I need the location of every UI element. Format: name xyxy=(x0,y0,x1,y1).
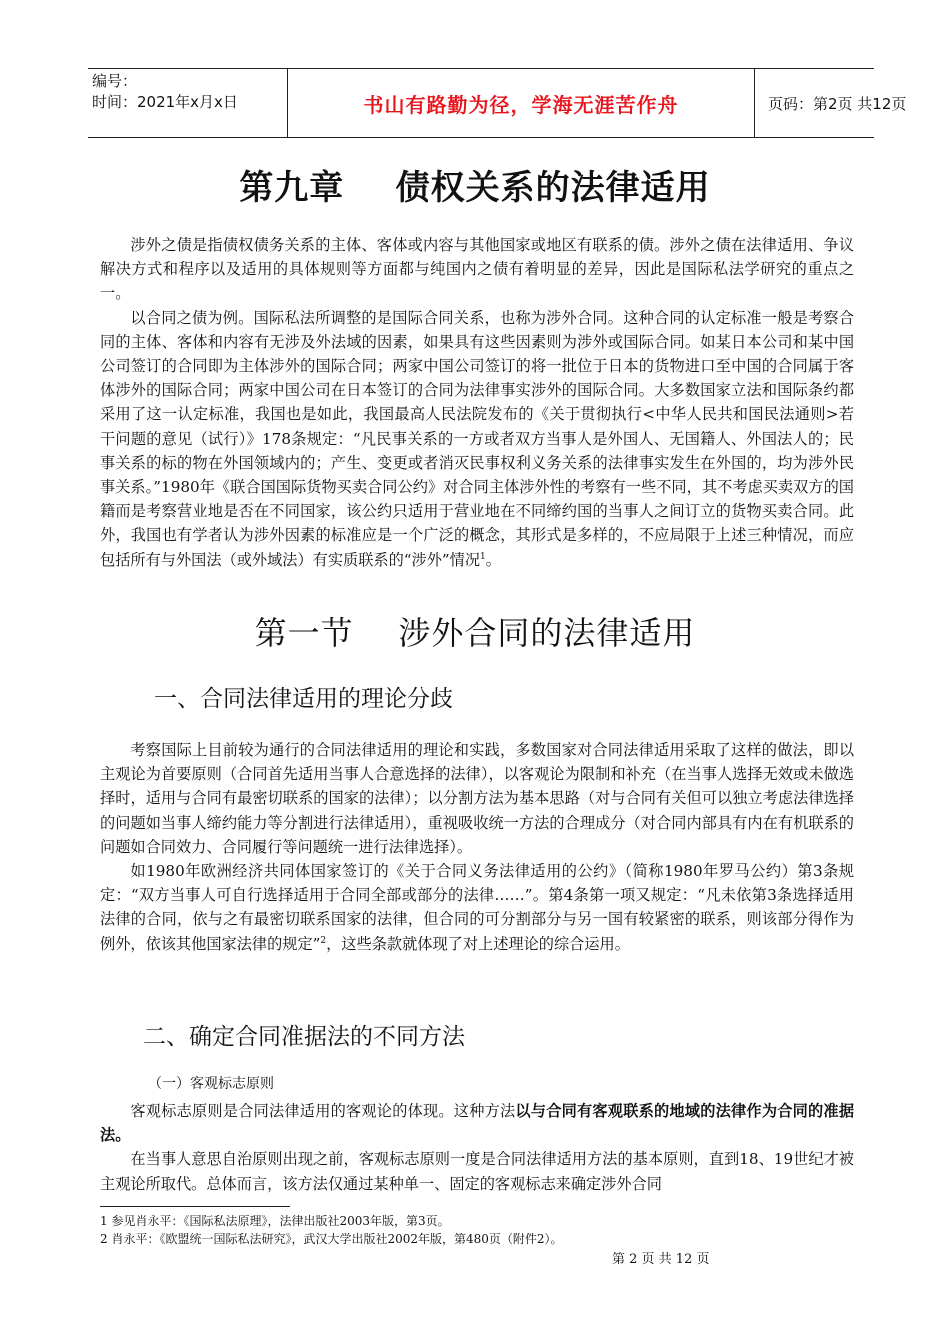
small-heading: （一）客观标志原则 xyxy=(148,1076,274,1092)
intro-paragraph-1: 涉外之债是指债权债务关系的主体、客体或内容与其他国家或地区有联系的债。涉外之债在法律适用、争议解决方式和程序以及适用的具体规则等方面都与纯国内之债有着明显的差异，因此是国际私法学研究的重点之一。 xyxy=(100,236,854,303)
footnotes xyxy=(100,1212,854,1248)
page-header xyxy=(88,68,907,138)
footnote-ref-1[interactable]: 1 xyxy=(480,551,486,562)
chapter-title: 第九章 债权关系的法律适用 xyxy=(239,168,711,208)
footnote-divider xyxy=(100,1206,290,1207)
header-meta xyxy=(92,71,282,113)
document-time-label: 时间：2021年x月x日 xyxy=(92,93,238,111)
subsection-title-2: 二、确定合同准据法的不同方法 xyxy=(143,1024,465,1050)
intro-paragraph-2-end: 。 xyxy=(485,550,501,569)
subsection-2-bold-text: 以与合同有客观联系的地域的法律作为合同的准据法。 xyxy=(100,1102,855,1145)
header-motto: 书山有路勤为径，学海无涯苦作舟 xyxy=(287,69,755,137)
section-title: 第一节 涉外合同的法律适用 xyxy=(254,614,696,652)
subsection-1-paragraph-2 xyxy=(100,859,854,956)
subsection-2-paragraph-2: 在当事人意思自治原则出现之前，客观标志原则一度是合同法律适用方法的基本原则，直到18、19世纪才被主观论所取代。总体而言，该方法仅通过某种单一、固定的客观标志来确定涉外合同 xyxy=(100,1150,854,1193)
subsection-2-paragraph-1-text: 客观标志原则是合同法律适用的客观论的体现。这种方法 xyxy=(130,1102,516,1120)
document-number-label: 编号： xyxy=(92,72,138,90)
intro-paragraph-2 xyxy=(100,306,854,572)
intro-paragraph-2-text: 以合同之债为例。国际私法所调整的是国际合同关系，也称为涉外合同。这种合同的认定标准一般是考察合同的主体、客体和内容有无涉及外法域的因素，如果具有这些因素则为涉外或国际合同。如某日本公司和某中国公司签订的合同即为主体涉外的国际合同；两家中国公司签订的将一批位于日本的货物进口至中国的合同属于客体涉外的国际合同；两家中国公司在日本签订的合同为法律事实涉外的国际合同。大多数国家立法和国际条约都采用了这一认定标准，我国也是如此，我国最高人民法院发布的《关于贯彻执行<中华人民共和国民法通则>若干问题的意见（试行）》178条规定：“凡民事关系的一方或者双方当事人是外国人、无国籍人、外国法人的；民事关系的标的物在外国领域内的；产生、变更或者消灭民事权利义务关系的法律事实发生在外国的，均为涉外民事关系。”1980年《联合国国际货物买卖合同公约》对合同主体涉外性的考察有一些不同，其不考虑买卖双方的国籍而是考察营业地是否在不同国家，该公约只适用于营业地在不同缔约国的当事人之间订立的货物买卖合同。此外，我国也有学者认为涉外因素的标准应是一个广泛的概念，其形式是多样的，不应局限于上述三种情况，而应包括所有与外国法（或外域法）有实质联系的“涉外”情况 xyxy=(100,308,854,569)
intro-text xyxy=(100,233,854,572)
page-footer: 第 2 页 共 12 页 xyxy=(612,1252,710,1267)
subsection-1-paragraph-2-text: 如1980年欧洲经济共同体国家签订的《关于合同义务法律适用的公约》（简称1980年罗马公约）第3条规定：“双方当事人可自行选择适用于合同全部或部分的法律……”。第4条第一项又规定：“凡未依第3条选择适用法律的合同，依与之有最密切联系国家的法律，但合同的可分割部分与另一国有较紧密的联系，则该部分得作为例外，依该其他国家法律的规定” xyxy=(100,862,854,953)
header-page-code: 页码：第2页 共12页 xyxy=(768,95,907,113)
subsection-1-paragraph-2-end: ，这些条款就体现了对上述理论的综合运用。 xyxy=(326,934,630,953)
subsection-2-text xyxy=(100,1099,854,1196)
subsection-2-paragraph-1 xyxy=(100,1099,854,1147)
footnote-1: 1 参见肖永平：《国际私法原理》，法律出版社2003年版，第3页。 xyxy=(100,1214,450,1228)
footnote-2: 2 肖永平：《欧盟统一国际私法研究》，武汉大学出版社2002年版，第480页（附件2）。 xyxy=(100,1232,563,1246)
subsection-title-1: 一、合同法律适用的理论分歧 xyxy=(154,686,453,712)
subsection-1-text xyxy=(100,738,854,956)
footnote-ref-2[interactable]: 2 xyxy=(320,935,327,946)
subsection-1-paragraph-1: 考察国际上目前较为通行的合同法律适用的理论和实践，多数国家对合同法律适用采取了这样的做法，即以主观论为首要原则（合同首先适用当事人合意选择的法律），以客观论为限制和补充（在当事人选择无效或未做选择时，适用与合同有最密切联系的国家的法律）；以分割方法为基本思路（对与合同有关但可以独立考虑法律选择的问题如当事人缔约能力等分割进行法律适用），重视吸收统一方法的合理成分（对合同内部具有内在有机联系的问题如合同效力、合同履行等问题统一进行法律选择）。 xyxy=(100,741,854,856)
